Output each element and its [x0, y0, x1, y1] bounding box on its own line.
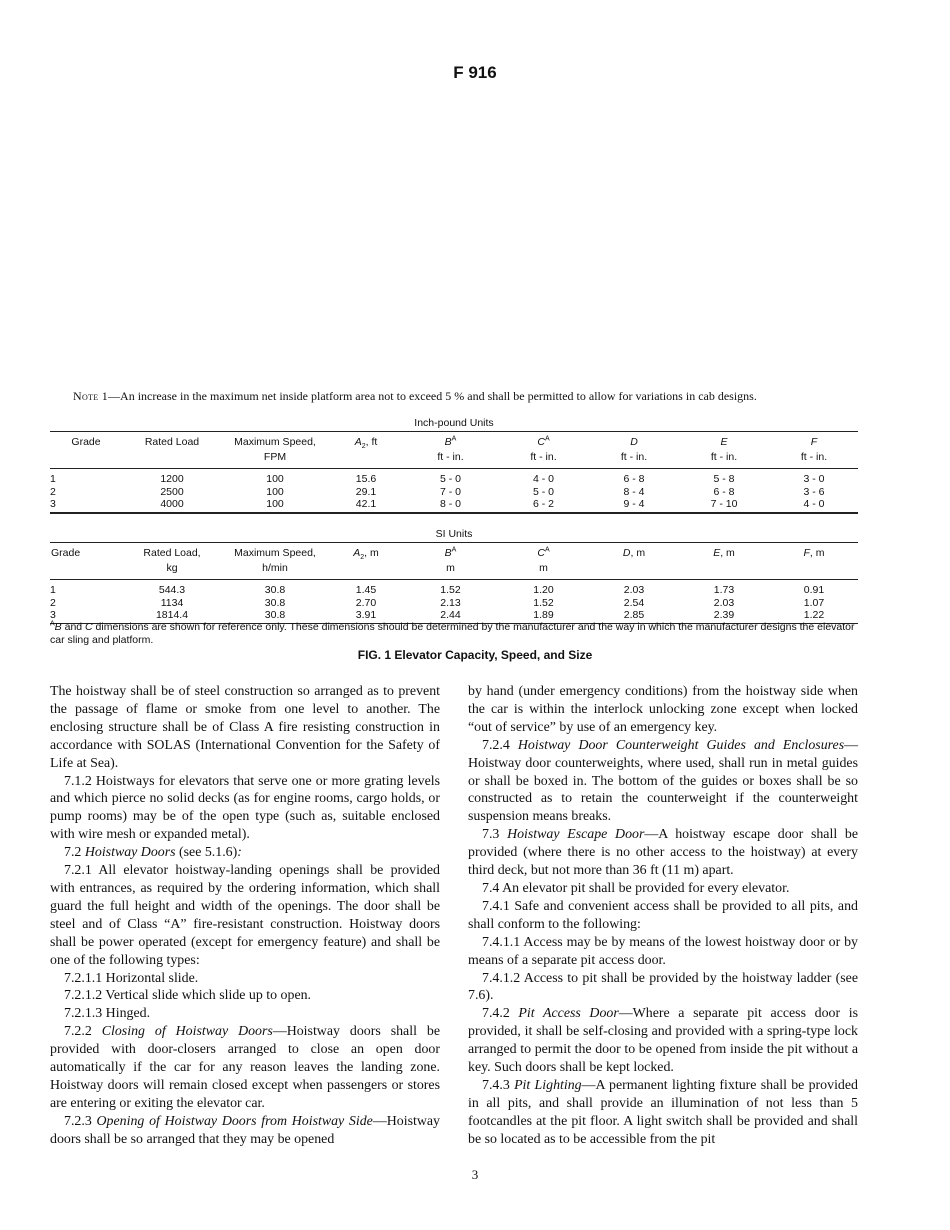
- table-cell: 2.70: [355, 596, 377, 609]
- inch-pound-title: Inch-pound Units: [414, 417, 494, 429]
- si-header-a: $A_2$, m: [328, 543, 404, 562]
- table-cell: 3 - 6: [803, 485, 825, 498]
- paragraph: 7.4 An elevator pit shall be provided for every elevator.: [482, 880, 790, 896]
- header-e-unit: ft - in.: [678, 450, 770, 469]
- header-c-unit: ft - in.: [497, 450, 590, 469]
- table-cell: 5 - 8: [713, 473, 735, 485]
- si-header-rated-load-unit: kg: [122, 561, 222, 580]
- table-cell: 1: [50, 473, 56, 485]
- table-cell: 3 - 0: [803, 473, 825, 485]
- paragraph: 7.4.3 Pit Lighting—A permanent lighting fixture shall be provided in all pits, and shall provide an illumination of not less than 5 footcandles at the pit floor. A light switch shall be provided and shall be so located as to be accessible from the pit: [468, 1077, 858, 1147]
- table-cell: 2.54: [623, 596, 645, 609]
- si-header-c: $C^A$: [497, 543, 590, 562]
- header-grade: Grade: [50, 432, 122, 451]
- figure-caption: FIG. 1 Elevator Capacity, Speed, and Size: [357, 648, 593, 662]
- paragraph: 7.3 Hoistway Escape Door—A hoistway escape door shall be provided (where there is no other access to the hoistway) at every third deck, but not more than 36 ft (11 m) apart.: [468, 827, 858, 879]
- si-header-c-unit: m: [497, 561, 590, 580]
- paragraph: by hand (under emergency conditions) from the hoistway side when the car is within the interlock unlocking zone except when locked “out of service” by use of an emergency key.: [468, 684, 858, 735]
- si-header-d: D, m: [590, 543, 678, 562]
- left-text-column: [50, 683, 440, 1149]
- note-text: —An increase in the maximum net inside platform area not to exceed 5 % and shall be permitted to allow for variations in cab designs.: [108, 389, 757, 403]
- page-number: 3: [471, 1167, 479, 1182]
- si-header-e: E, m: [678, 543, 770, 562]
- paragraph: 7.4.1 Safe and convenient access shall be provided to all pits, and shall conform to the following:: [468, 898, 858, 932]
- table-cell: 3.91: [328, 609, 404, 623]
- document-id: F 916: [453, 63, 497, 82]
- si-header-max-speed-unit: h/min: [222, 561, 328, 580]
- table-cell: 1.07: [803, 596, 825, 609]
- table-cell: 2.13: [440, 596, 461, 609]
- table-cell: 3: [50, 498, 122, 513]
- header-max-speed: Maximum Speed,: [222, 432, 328, 451]
- paragraph: 7.2.1.2 Vertical slide which slide up to open.: [64, 988, 312, 1004]
- table-footnote: $^A$B and C dimensions are shown for reference only. These dimensions should be determined by the manufacturer and the way in which the manufacturer designs the elevator car sling and platform.: [50, 620, 855, 646]
- note-label: Note 1: [73, 389, 109, 403]
- table-cell: 29.1: [355, 485, 377, 498]
- table-row: [50, 469, 858, 486]
- paragraph: 7.1.2 Hoistways for elevators that serve one or more grating levels and which pierce no solid decks (as for engine rooms, cargo holds, or pump rooms) may be of the open type (such as, suitable enclosed with wire mesh or expanded metal).: [50, 773, 440, 843]
- right-text-column: [468, 683, 858, 1149]
- table-row: [50, 486, 858, 499]
- table-cell: 15.6: [355, 473, 377, 485]
- table-cell: 1.52: [440, 584, 461, 596]
- table-cell: 2: [50, 485, 56, 498]
- paragraph: 7.2 Hoistway Doors (see 5.1.6):: [64, 845, 242, 861]
- paragraph: 7.4.1.2 Access to pit shall be provided by the hoistway ladder (see 7.6).: [468, 970, 858, 1004]
- table-cell: 1134: [160, 596, 184, 609]
- table-cell: 9 - 4: [590, 498, 678, 513]
- table-cell: 2.44: [404, 609, 497, 623]
- table-cell: 2.85: [590, 609, 678, 623]
- paragraph: 7.4.2 Pit Access Door—Where a separate pit access door is provided, it shall be self-closing and provided with a spring-type lock arranged to permit the door to be opened from inside the pit without a key. Such doors shall be kept locked.: [468, 1006, 858, 1076]
- si-units-title: SI Units: [435, 528, 473, 540]
- table-cell: 2: [50, 596, 56, 609]
- header-a: $A_2$, ft: [328, 432, 404, 451]
- table-cell: 100: [222, 498, 328, 513]
- paragraph: 7.2.2 Closing of Hoistway Doors—Hoistway doors shall be provided with door-closers arranged to close an open door automatically if the car for any reason leaves the landing zone. Hoistway doors will remain closed except when passengers or stores are entering or exiting the elevator car.: [50, 1024, 440, 1111]
- table-cell: 8 - 4: [623, 485, 645, 498]
- table-cell: 30.8: [264, 584, 286, 596]
- table-cell: 1.52: [533, 596, 554, 609]
- table-row: [50, 597, 858, 610]
- table-cell: 2.03: [713, 596, 735, 609]
- table-cell: 1: [50, 584, 56, 596]
- table-cell: 30.8: [264, 596, 286, 609]
- table-cell: 42.1: [328, 498, 404, 513]
- header-d-unit: ft - in.: [590, 450, 678, 469]
- table-cell: 1.45: [355, 584, 377, 596]
- table-cell: 2.03: [623, 584, 645, 596]
- table-cell: 6 - 2: [497, 498, 590, 513]
- paragraph: 7.2.1.3 Hinged.: [64, 1006, 151, 1022]
- paragraph: 7.2.1 All elevator hoistway-landing openings shall be provided with entrances, as required by the ordering information, which shall guard the full height and width of the openings. The door shall be steel and of Class “A” fire-resistant construction. Hoistway doors shall be power operated (except for emergency feature) and shall be one of the following types:: [50, 863, 440, 968]
- table-cell: 1.73: [713, 584, 735, 596]
- table-cell: 2.39: [678, 609, 770, 623]
- table-cell: 8 - 0: [404, 498, 497, 513]
- si-units-table: [50, 526, 858, 624]
- table-cell: 7 - 10: [678, 498, 770, 513]
- figure-note: [73, 389, 873, 404]
- table-cell: 5 - 0: [439, 473, 461, 485]
- table-cell: 6 - 8: [623, 473, 645, 485]
- paragraph: 7.2.3 Opening of Hoistway Doors from Hoistway Side—Hoistway doors shall be so arranged that they may be opened: [50, 1113, 440, 1147]
- table-cell: 544.3: [158, 584, 186, 596]
- header-f-unit: ft - in.: [770, 450, 858, 469]
- header-e: E: [678, 432, 770, 451]
- header-b: $B^A$: [404, 432, 497, 451]
- table-cell: 1814.4: [122, 609, 222, 623]
- table-cell: 7 - 0: [439, 485, 461, 498]
- inch-pound-table: [50, 415, 858, 514]
- paragraph: 7.2.4 Hoistway Door Counterweight Guides and Enclosures—Hoistway door counterweights, where used, shall run in metal guides or shall be boxed in. The bottom of the guides or boxes shall be so constructed as to retain the counterweight if the counterweight suspension means breaks.: [468, 737, 858, 825]
- paragraph: 7.2.1.1 Horizontal slide.: [64, 970, 199, 986]
- header-c: $C^A$: [497, 432, 590, 451]
- table-cell: 6 - 8: [713, 485, 735, 498]
- table-cell: 1200: [160, 473, 184, 485]
- table-cell: 5 - 0: [532, 485, 554, 498]
- si-header-grade: Grade: [50, 543, 122, 562]
- table-cell: 4 - 0: [532, 473, 554, 485]
- si-header-rated-load: Rated Load,: [122, 543, 222, 562]
- header-f: F: [770, 432, 858, 451]
- table-cell: 100: [266, 473, 284, 485]
- header-rated-load: Rated Load: [122, 432, 222, 451]
- si-header-b-unit: m: [404, 561, 497, 580]
- table-cell: 0.91: [803, 584, 825, 596]
- table-cell: 2500: [160, 485, 184, 498]
- table-cell: 30.8: [222, 609, 328, 623]
- si-header-f: F, m: [770, 543, 858, 562]
- si-header-max-speed: Maximum Speed,: [222, 543, 328, 562]
- table-row: [50, 580, 858, 597]
- header-d: D: [590, 432, 678, 451]
- table-row: [50, 498, 858, 513]
- table-cell: 3: [50, 609, 122, 623]
- table-cell: 4000: [122, 498, 222, 513]
- paragraph: The hoistway shall be of steel construction so arranged as to prevent the passage of flame or smoke from one level to another. The enclosing structure shall be of Class A fire resisting construction in accordance with SOLAS (International Convention for the Safety of Life at Sea).: [50, 684, 440, 771]
- table-cell: 1.89: [497, 609, 590, 623]
- si-header-b: $B^A$: [404, 543, 497, 562]
- table-cell: 4 - 0: [770, 498, 858, 513]
- header-b-unit: ft - in.: [404, 450, 497, 469]
- table-cell: 1.22: [770, 609, 858, 623]
- table-cell: 100: [266, 485, 284, 498]
- header-max-speed-unit: FPM: [222, 450, 328, 469]
- paragraph: 7.4.1.1 Access may be by means of the lowest hoistway door or by means of a separate pit access door.: [468, 934, 858, 968]
- document-header: [0, 63, 950, 83]
- table-cell: 1.20: [533, 584, 554, 596]
